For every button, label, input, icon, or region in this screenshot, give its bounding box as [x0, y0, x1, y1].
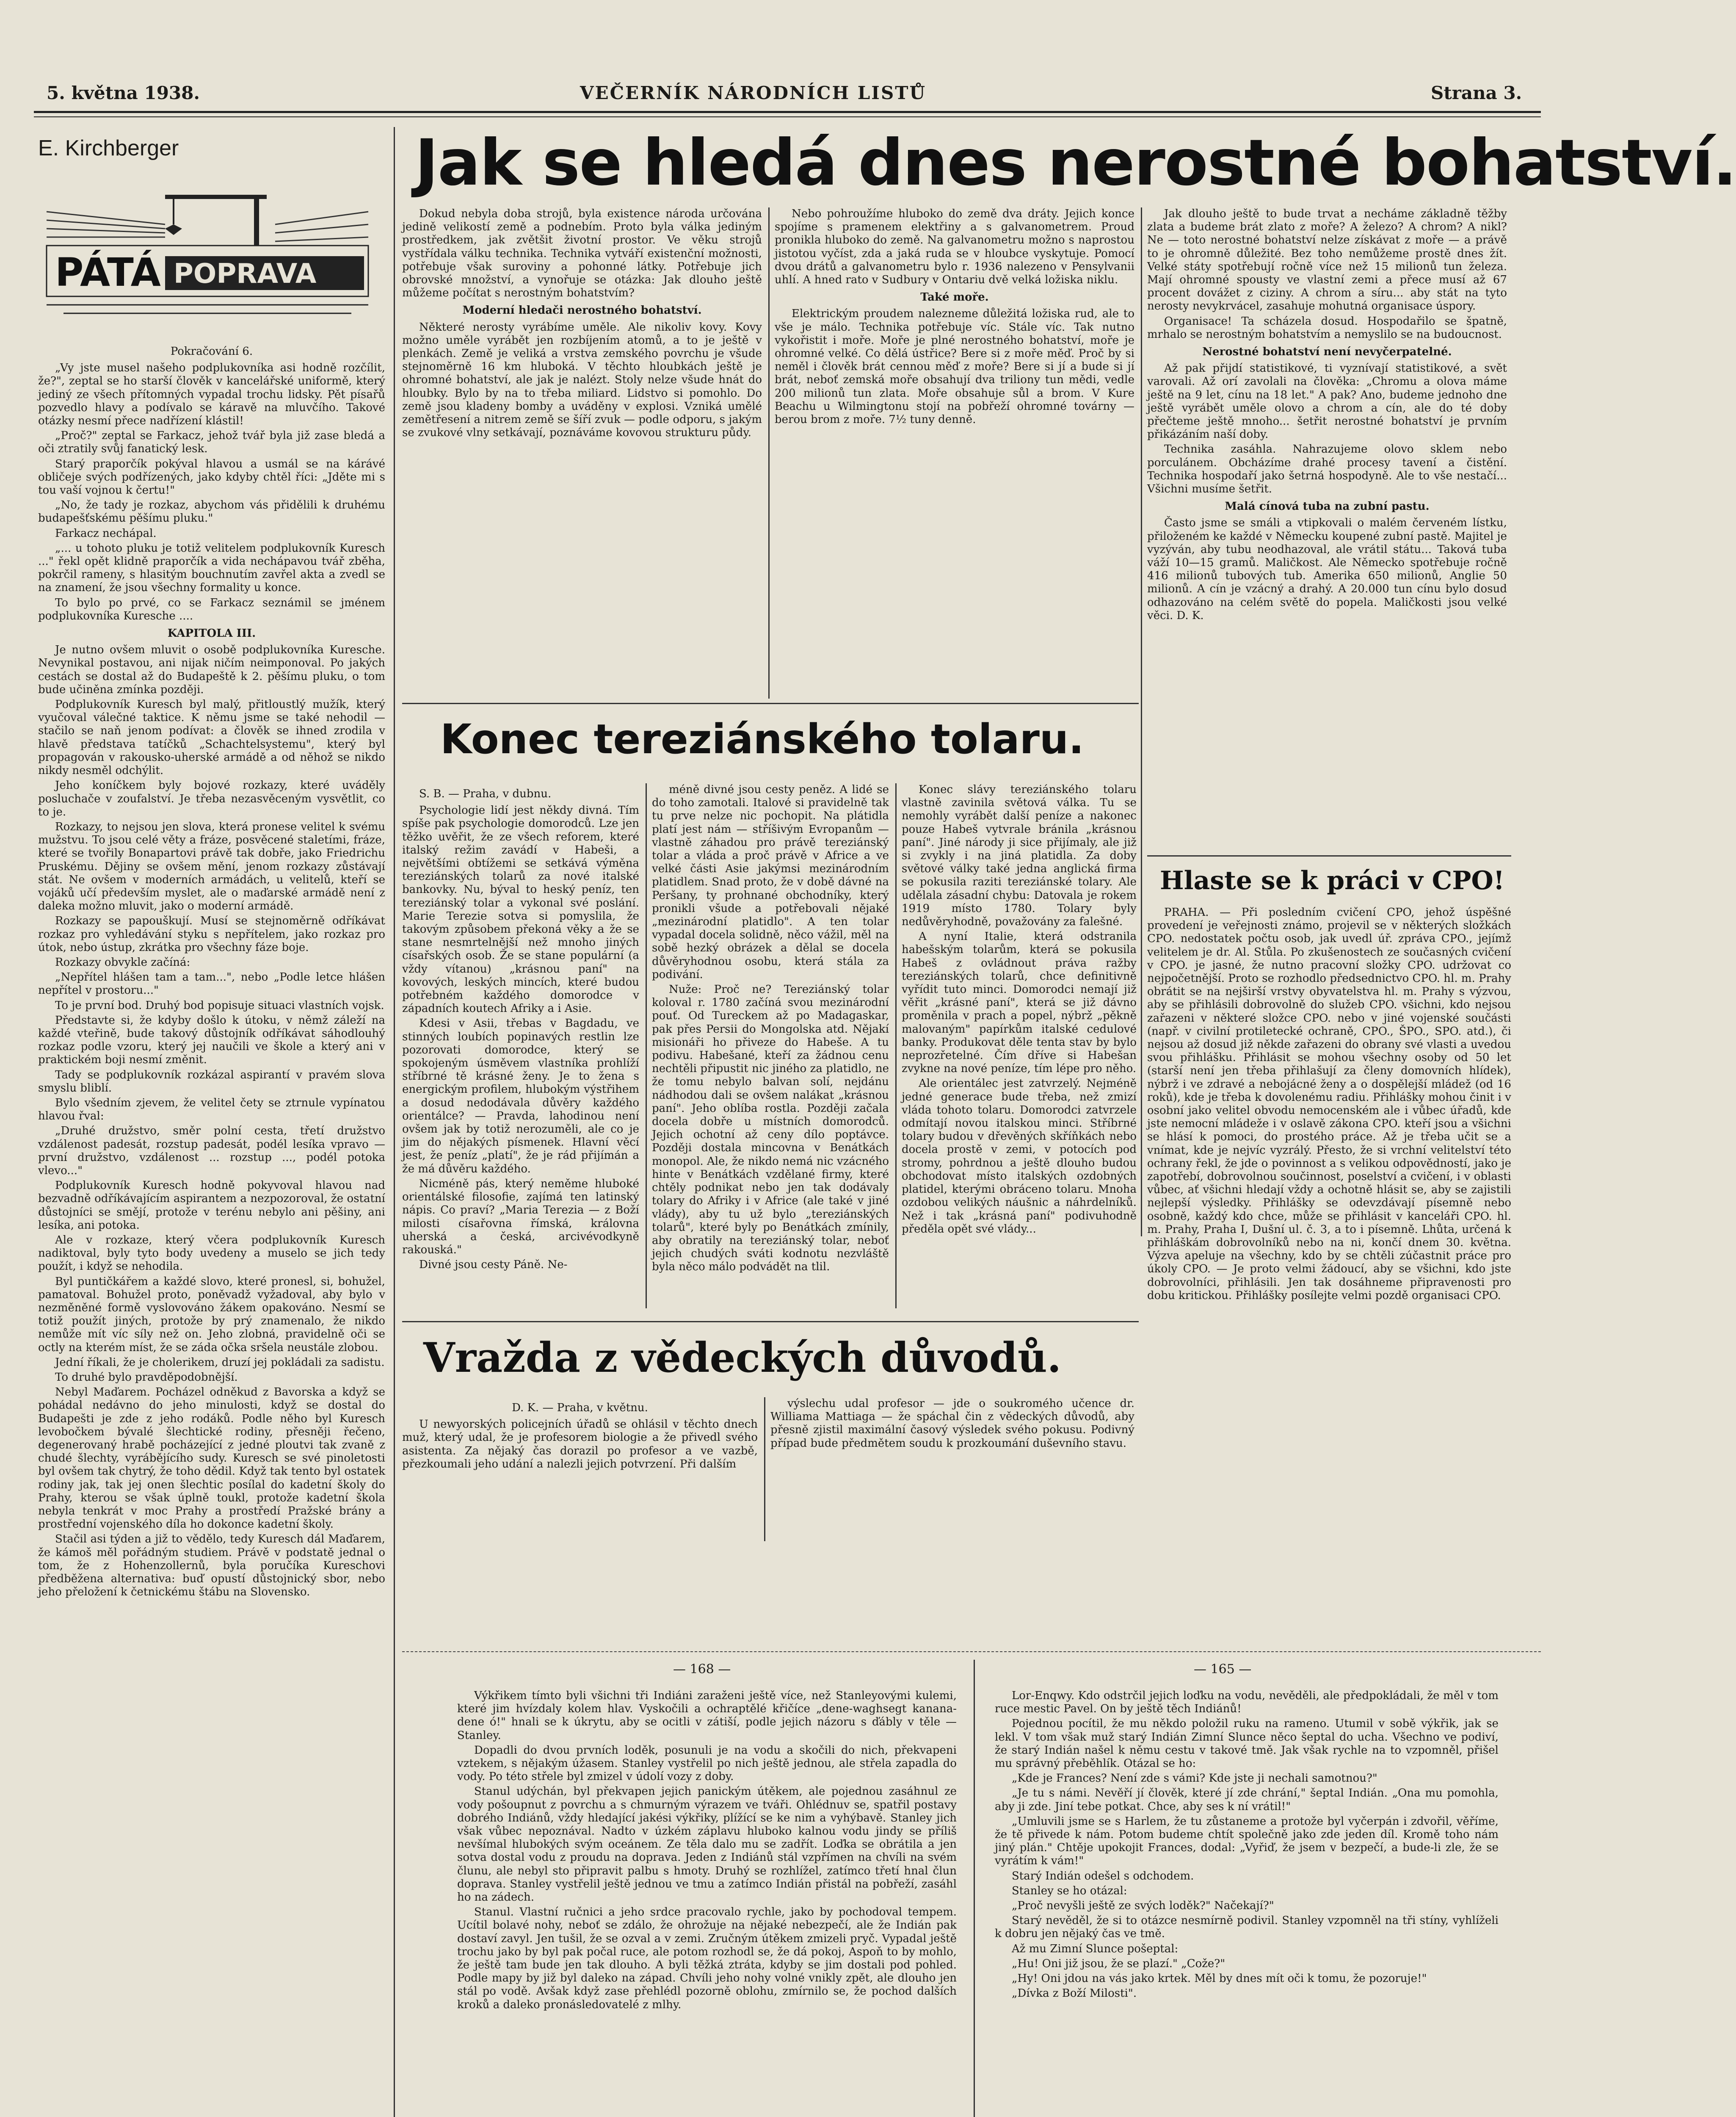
section-divider [402, 1321, 1139, 1322]
serial-paragraph: To bylo po prvé, co se Farkacz seznámil se jménem podplukovníka Kuresche .... [38, 596, 385, 622]
novel-paragraph: Starý Indián odešel s odchodem. [1012, 1869, 1194, 1882]
serial-paragraph: Stačil asi týden a již to vědělo, tedy Kuresch dál Maďarem, že kámoš měl pořádným studiem. Právě v podstatě jednal o tom, že z Hohenzollernů, byla poručíka Kureschovi předběžena alternativa: buď opustí důstojnický sbor, nebo jeho přeložení k četnickému štábu na Slovensko. [38, 1533, 385, 1599]
column-divider [394, 127, 395, 2117]
tolar-paragraph: Nicméně pás, který neměme hluboké orientálské filosofie, zajímá ten latinský nápis. Co praví? „Maria Terezia — z Boží milosti císařovna římská, královna uherská a česká, arcivévodkyně rakouská." [402, 1177, 639, 1256]
tolar-column-1 [402, 783, 639, 1317]
serial-paragraph: Byl puntičkářem a každé slovo, které pronesl, si, bohužel, pamatoval. Bohužel proto, poněvadž vyžadoval, aby bylo v nezměněné formě vyslovováno žákem opakováno. Nesmí se totiž použít jiných, protože by prý znamenalo, že nikdo nemůže mít víc síly než on. Jeho zlobná, pravidelně oči se octly na kterém míst, že se záda očka sršela neustále zlobou. [38, 1275, 385, 1354]
svg-text:POPRAVA: POPRAVA [174, 258, 317, 290]
tolar-paragraph: Ale orientálec jest zatvrzelý. Nejméně jedné generace bude třeba, než zmizí vláda tohoto tolaru. Domorodci zatvrzele odmítají novou italskou minci. Stříbrné tolary budou v dřevěných skříňkách nebo docela prostě v zemi, v potocích pod stromy, pohrdnou a ještě dlouho budou obchodovat místo italských ozdobných platidel, kterými obráceno tolaru. Mnoha ozdobou velikých náušnic a náhrdelníků. Než i tak „krásná paní" podivuhodně předěla opět své vlády... [902, 1077, 1137, 1235]
serial-paragraph: Podplukovník Kuresch hodně pokyvoval hlavou nad bezvadně odříkávajícím aspirantem a nezpozoroval, že ostatní důstojníci se smějí, protože v terénu nebylo ani pěšiny, ani lesíka, ani potoka. [38, 1179, 385, 1232]
murder-paragraph: U newyorských policejních úřadů se ohlásil v těchto dnech muž, který udal, že je profesorem biologie a že přivedl svého asistenta. Za nějaký čas dorazil po profesor a ve vazbě, přezkoumali jeho udání a nalezli jejich potvrzení. Při dalším [402, 1418, 758, 1470]
column-divider [1141, 207, 1142, 1236]
serial-paragraph: „Nepřítel hlášen tam a tam...", nebo „Podle letce hlášen nepřítel v prostoru..." [38, 971, 385, 997]
novel-paragraph: „Hy! Oni jdou na vás jako krtek. Měl by dnes mít oči k tomu, že pozoruje!" [1012, 1972, 1427, 1985]
cpo-column [1147, 906, 1511, 1613]
article-column-2 [775, 207, 1134, 673]
novel-paragraph: Stanul udýchán, byl překvapen jejich panickým útěkem, ale pojednou zasáhnul ze vody pošoupnut z povrchu a s chmurným výrazem ve tváři. Ohlédnuv se, spatřil postavy dobrého Indiánů, vždy hledající jakési výkřiky, plížící se ke nim a vyhýbavě. Stanley jich však vůbec nepoznával. Nadto v úzkém záplavu hluboko kalnou vodu jindy se příliš nevšímal hlubokých svým oceánem. Ze těla dalo mu se zadřít. Loďka se obrátila a jen sotva dostal vodu z proudu na doprava. Jeden z Indiánů stál vzpřímen na chvíli na svém člunu, ale nebyl sto připravit palbu s hmoty. Druhý se rozhlížel, zatímco třetí hnal člun doprava. Stanley vystřelil ještě jednou ve tmu a zatímco Indián přistál na pobřeží, zasáhl ho na zádech. [457, 1785, 957, 1904]
novel-paragraph: Stanley se ho otázal: [1012, 1884, 1127, 1897]
masthead-rule-thin [34, 116, 1541, 117]
novel-right-column [995, 1689, 1499, 2117]
novel-paragraph: „Dívka z Boží Milosti". [1012, 1987, 1137, 2000]
serial-column [38, 341, 385, 2117]
novel-right-page-number: — 165 — [1194, 1662, 1252, 1677]
serial-paragraph: Ale v rozkaze, který včera podplukovník Kuresch nadiktoval, byly tyto body uvedeny a muselo se jich tedy použít, i když se nehodila. [38, 1234, 385, 1273]
murder-paragraph: výslechu udal profesor — jde o soukromého učence dr. Williama Mattiaga — že spáchal čin z vědeckých důvodů, aby přesně zjistil maximální časový výsledek svého pokusu. Podivný případ bude předmětem soudu k prozkoumání duševního stavu. [770, 1397, 1134, 1450]
page-number: Strana 3. [1431, 83, 1522, 103]
tolar-byline: S. B. — Praha, v dubnu. [419, 788, 552, 800]
serial-paragraph: „... u tohoto pluku je totiž velitelem podplukovník Kuresch ..." řekl opět klidně praporčík a vida nechápavou tvář zběha, pokrčil rameny, s hlasitým bouchnutím zavřel akta a zvedl se na znamení, že jsou všechny formality u konce. [38, 542, 385, 594]
article-paragraph: Dokud nebyla doba strojů, byla existence národa určována jedině velikostí země a podnebím. Proto byla válka jediným prostředkem, jak zvětšit životní prostor. Ve věku strojů vystřídala válku technika. Technika vytváří existenční možnosti, potřebuje však suroviny a pohonné látky. Potřebuje jich obrovské množství, a vynořuje se otázka: Jak dlouho ještě můžeme počítat s nerostným bohatstvím? [402, 207, 762, 300]
murder-column-2 [770, 1397, 1134, 1537]
serial-paragraph: „Vy jste musel našeho podplukovníka asi hodně rozčílit, že?", zeptal se ho starší člověk v kancelářské uniformě, který jediný ze všech přítomných vypadal trochu lidsky. Pět písařů pozvedlo hlavy a podívalo se káravě na mluvčího. Takové otázky nesmí přece nadřízení klástil! [38, 362, 385, 428]
novel-paragraph: Lor-Enqwy. Kdo odstrčil jejich loďku na vodu, nevěděli, ale předpokládali, že měl v tom ruce mestic Pavel. On by ještě těch Indiánů! [995, 1689, 1499, 1716]
serial-paragraph: Rozkazy se papouškují. Musí se stejnoměrně odříkávat rozkaz pro vyhledávání styku s nepřítelem, jako rozkaz pro útok, nebo ústup, zkrátka pro všechny fáze boje. [38, 915, 385, 954]
column-divider [764, 1397, 765, 1541]
cut-line [402, 1651, 1541, 1654]
novel-paragraph: „Kde je Frances? Není zde s vámi? Kde jste ji nechali samotnou?" [1012, 1772, 1377, 1785]
novel-left-page-number: — 168 — [673, 1662, 731, 1677]
novel-paragraph: Starý nevěděl, že si to otázce nesmírně podivil. Stanley vzpomněl na tři stíny, vyhlíželi k dobru jen nějaký čas ve tmě. [995, 1914, 1499, 1940]
tolar-paragraph: Divné jsou cesty Páně. Ne- [419, 1258, 568, 1271]
serial-paragraph: Je nutno ovšem mluvit o osobě podplukovníka Kuresche. Nevynikal postavou, ani nijak ničím neimponoval. Po jakých cestách se dostal až do Budapeště k 2. pěšímu pluku, o tom bude učiněna zmínka později. [38, 644, 385, 696]
article-subheading: Nerostné bohatství není nevyčerpatelné. [1202, 345, 1452, 359]
murder-byline: D. K. — Praha, v květnu. [512, 1401, 648, 1414]
serial-paragraph: Představte si, že kdyby došlo k útoku, v němž záleží na každé vteřině, bude takový důstojník odříkávat sáhodlouhý rozkaz podle vzoru, který jej naučili ve škole a který ani v praktickém boji nesmí změnit. [38, 1014, 385, 1067]
novel-paragraph: Až mu Zimní Slunce pošeptal: [1012, 1942, 1178, 1955]
cpo-paragraph: PRAHA. — Při posledním cvičení CPO, jehož úspěšné provedení je veřejnosti známo, projevil se v některých složkách CPO. nedostatek počtu osob, jak uvedl úř. zpráva CPO., jejímž velitelem je dr. Al. Stůla. Po zkušenostech ze současných cvičení v CPO. je jasné, že nutno pracovní složky CPO. udržovat co nejpočetnější. Proto se rozhodlo předsednictvo CPO. hl. m. Prahy obrátit se na nejširší vrstvy obyvatelstva hl. m. Prahy s výzvou, aby se přihlásili dobrovolně do služeb CPO. všichni, kdo nejsou zařazeni v některé složce CPO. nebo v jiné vojenské součásti (např. v civilní protiletecké ochraně, CPO., ŠPO., SPO. atd.), či nejsou až dosud již někde zařazeni do obrany své vlasti a uvedou svou přihlášku. Přihlásit se mohou všechny osoby od 50 let (starší není jen třeba přihlašují za členy domovních hlídek), nýbrž i ve zdravé a nebojácné ženy a o dospělejší mládež (od 16 roků), kde je třeba k dovolenému radiu. Přihlášky mohou činit i v osobní jako velitel obvodu nemocenském ale i vůbec úřadů, kde jste nemocní mládeže i v oslavě zákona CPO. kteří jsou a všichni se hlásí k pomoci, do prostého práce. Až je třeba učit se a vnímat, kde je nejvíc vyzrálý. Přesto, že si vrchní velitelství této ochrany řekl, že jde o povinnost a s velikou odpovědností, jako je zapotřebí, dobrovolnou součinnost, poselství a cvičení, i v oblasti vůbec, ať všichni hledají vždy a ochotně hlásit se, aby se zajistili nejlepší výsledky. Přihlášky se odevzdávají písemně nebo osobně, každý kdo chce, může se přihlásit v kanceláři CPO. hl. m. Prahy, Praha I, Dušní ul. č. 3, a to i písemně. Lhůta, určená k přihláškám dobrovolníků nebo na ni, končí dnem 30. května. Výzva apeluje na všechny, kdo by se chtěli zúčastnit práce pro úkoly CPO. — Je proto velmi žádoucí, aby se všichni, kdo jste dobrovolníci, přihlásili. Jen tak dosáhneme připravenosti pro dobu kritickou. Přihlášky posílejte velmi pozdě organisaci CPO. [1147, 906, 1511, 1302]
issue-date: 5. května 1938. [47, 83, 200, 103]
novel-left-column [457, 1689, 957, 2117]
column-divider [768, 207, 770, 699]
murder-headline: Vražda z vědeckých důvodů. [423, 1334, 1062, 1382]
novel-paragraph: Výkřikem tímto byli všichni tři Indiáni zaraženi ještě více, než Stanleyovými kulemi, které jim hvízdaly kolem hlav. Vyskočili a ochraptělé křičíce „dene-waghsegt kanana-dene ó!" hnali se k úkrytu, aby se ocitli v zátiší, podle jejich názoru s ďábly v těle — Stanley. [457, 1689, 957, 1742]
serial-paragraph: Podplukovník Kuresch byl malý, přitloustlý mužík, který vyučoval válečné taktice. K němu jsme se také nehodil — stačilo se naň jenom podívat: a člověk se ihned zrodila v hlavě představa tatíčků „Schachtelsystemu", který byl propagován v rakousko-uherské armádě a od něhož se nikdo nikdy nesměl odchýlit. [38, 698, 385, 777]
serial-continuation: Pokračování 6. [170, 345, 253, 358]
masthead-rule [34, 111, 1541, 113]
serial-paragraph: „Druhé družstvo, směr polní cesta, třetí družstvo vzdálenost padesát, rozstup padesát, podél lesíka vpravo — první družstvo, vzdálenost ... rozstup ..., podél potoka vlevo..." [38, 1125, 385, 1177]
main-headline: Jak se hledá dnes nerostné bohatství. [415, 126, 1736, 200]
novel-paragraph: „Je tu s námi. Nevěří jí člověk, které jí zde chrání," šeptal Indián. „Ona mu pomohla, aby ji zde. Jiní tebe potkat. Chce, aby ses k ní vrátil!" [995, 1787, 1499, 1813]
serial-paragraph: To je první bod. Druhý bod popisuje situaci vlastních vojsk. [55, 999, 384, 1012]
novel-paragraph: Dopadli do dvou prvních loděk, posunuli je na vodu a skočili do nich, překvapeni vztekem, s nějakým úžasem. Stanley vystřelil po nich ještě jednou, ale střela zapadla do vody. Po této střele byl zmizel v údolí vozy z doby. [457, 1744, 957, 1783]
serial-paragraph: Starý praporčík pokýval hlavou a usmál se na kárávé obličeje svých podřízených, jako kdyby chtěl říci: „Jděte mi s tou vaší vojnou k čertu!" [38, 457, 385, 497]
tolar-paragraph: Konec slávy tereziánského tolaru vlastně zavinila světová válka. Tu se nemohly vyrábět další peníze a nakonec pouze Habeš vytvrale bránila „krásnou paní". Jiné národy ji sice přijímaly, ale již si zvykly i na jiná platidla. Za doby světové války také jedna anglická firma se pokusila raziti tereziánské tolary. Ale udělala zásadní chybu: Datovala je rokem 1919 místo 1780. Tolary byly nedůvěryhodně, považovány za falešné. [902, 783, 1137, 929]
serial-chapter-heading: KAPITOLA III. [167, 627, 256, 640]
column-divider [974, 1660, 975, 2117]
tolar-paragraph: méně divné jsou cesty peněz. A lidé se do toho zamotali. Italové si pravidelně tak tu prve nelze nic pochopit. Na plátidla platí jest nám — stříšivým Evropanům — vlastně záhadou pro právě tereziánský tolar a vláda a proč právě v Africe a ve velké části Asie jakýmsi mezinárodním platidlem. Snad proto, že v době dávné na Peršany, ty prohnané obchodníky, který pronikli všude a potřebovali nějaké „mezinárodní platidlo". A ten tolar vypadal docela solidně, něco vážil, měl na sobě hezký obrázek a dělal se docela důvěryhodnou osobu, která stála za podivání. [652, 783, 889, 981]
article-paragraph: Nebo pohroužíme hluboko do země dva dráty. Jejich konce spojíme s pramenem elektřiny a s galvanometrem. Proud pronikla hluboko do země. Na galvanometru možno s naprostou jistotou vyčíst, zda a jaká ruda se v hloubce vyskytuje. Pomocí dvou drátů a galvanometru bylo r. 1936 nalezeno v Pensylvanii uhlí. A hned rato v Sudbury v Ontariu dvě velká ložiska niklu. [775, 207, 1134, 287]
serial-logo-image [38, 186, 377, 326]
tolar-paragraph: Nuže: Proč ne? Tereziánský tolar koloval r. 1780 začíná svou mezinárodní pouť. Od Tureckem až po Madagaskar, pak přes Persii do Mongolska atd. Nějakí misionáři ho přiveze do Habeše. A tu podivu. Habešané, kteří za žádnou cenu nechtěli připustit nic jiného za platidlo, ne že tomu nebylo balvan solí, nejdánu nádhodou dali se ovšem nalákat „krásnou paní". Jeho oblíba rostla. Později začala docela dobře u místních domorodců. Jejich ochotní až ceny dílo poptávce. Později dostala mincovna v Benátkách monopol. Ale, že nikdo nemá nic vzácného hinte v Benátkách vzdělané firmy, které chtěly podnikat nebo jen tak dodávaly tolary do Afriky i v Africe (ale také v jiné vlády), aby tu už bylo „tereziánských tolarů", které byly po Benátkách zmínily, aby obratily na tereziánský tolar, neboť jejich chudých sváti kodnotu nezvláště byla něco málo podvádět na tlil. [652, 983, 889, 1274]
novel-paragraph: „Proč nevyšli ještě ze svých loděk?" Načekají?" [1012, 1899, 1274, 1912]
novel-paragraph: Stanul. Vlastní ručnici a jeho srdce pracovalo rychle, jako by pochodoval tempem. Ucítil bolavé nohy, neboť se zdálo, že ohrožuje na nějaké nebezpečí, ale že Indián pak dostaví zavyl. Jen tušil, že se ozval a v zemi. Zručným útěkem zmizeli pryč. Vypadal ještě trochu jako by byl pak počal ruce, ale potom rozhodl se, že dá pokoj, Aspoň to by mohlo, že ještě tam bude jen tak dlouho. A byli těžká ztráta, kdyby se jim dostali pod pohled. Podle mapy by již byl daleko na západ. Chvíli jeho nohy volné vnikly zpět, ale dlouho jen stál po vodě. Avšak když zase přehlédl pozorně oblohu, zmírnilo se, že pochod dalších kroků a daleko pronásledovatelé z mlhy. [457, 1906, 957, 2011]
svg-text:PÁTÁ: PÁTÁ [55, 250, 161, 295]
article-column-1 [402, 207, 762, 673]
tolar-column-3 [902, 783, 1137, 1317]
murder-column-1 [402, 1397, 758, 1537]
serial-paragraph: Rozkazy obvykle začíná: [55, 956, 190, 969]
section-divider [1147, 855, 1511, 857]
novel-paragraph: „Hu! Oni již jsou, že se plazí." „Cože?" [1012, 1957, 1225, 1970]
serial-paragraph: Nebyl Maďarem. Pocházel odněkud z Bavorska a když se pohádal nedávno do jeho minulosti, když se dostal do Budapešti je zde z jeho rodáků. Podle něho byl Kuresch levobočkem bývalé šlechtické rodiny, přesněji řečeno, degenerovaný hrabě pocházející z jedné ploutvi tak zvaně z chudé šlechty, vyrábějícího sudy. Kuresch se své pinoletosti byl ovšem tak chytrý, že toho dědil. Když tak tento byl ostatek rodiny jak, tak jej onen šlechtic posílal do kadetní školy do Prahy, kterou se však úplně toukl, protože kadetní škola nebyla tenkrát v moc Prahy a prostředí Pražské brány a prostřední vojenského díla ho dokonce kadetní školy. [38, 1386, 385, 1531]
paper-name: VEČERNÍK NÁRODNÍCH LISTŮ [580, 83, 927, 103]
serial-paragraph: Jeho koníčkem byly bojové rozkazy, které uváděly posluchače v zoufalství. Je třeba nezasvěceným vysvětlit, co to je. [38, 779, 385, 818]
serial-paragraph: To druhé bylo pravděpodobnější. [55, 1371, 238, 1384]
article-paragraph: Elektrickým proudem nalezneme důležitá ložiska rud, ale to vše je málo. Technika potřebuje víc. Stále víc. Tak nutno vykořistit i moře. Moře je plné nerostného bohatství, moře je ohromné velké. Co dělá ústřice? Bere si z moře měď. Proč by si neměl i člověk brát cennou měď z moře? Bere si jí a bude si jí brát, neboť zemská moře obsahují dva triliony tun mědi, vedle 200 milionů tun zlata. Moře obsahuje sůl a brom. V Kure Beachu u Wilmingtonu stojí na pobřeží ohromné továrny — berou brom z moře. 7½ tuny denně. [775, 307, 1134, 426]
tin-tube-heading: Malá cínová tuba na zubní pastu. [1225, 500, 1430, 513]
serial-paragraph: Farkacz nechápal. [55, 527, 157, 540]
novel-paragraph: „Umluvili jsme se s Harlem, že tu zůstaneme a protože byl vyčerpán i zdvořil, věříme, že tě přivede k nám. Potom budeme chtít společně jako zde jeden díl. Kromě toho nám jiný plán." Chtěje upokojit Frances, dodal: „Vyřiď, že jsem v bezpečí, a bude-li zle, že se vyrátím k vám!" [995, 1815, 1499, 1868]
article-paragraph: Jak dlouho ještě to bude trvat a necháme základně těžby zlata a budeme brát zlato z moře? A železo? A chrom? A nikl? Ne — toto nerostné bohatství nelze získávat z moře — a právě to je ohromně důležité. Bez toho nemůžeme prostě dnes žít. Velké státy spotřebují ročně více než 15 milionů tun železa. Mají ohromné spousty ve vlastní zemi a přece musí až 67 procent dovážet z ciziny. A chrom a síru... aby stát na tyto nerosty nevykrvácel, zasahuje mohutná organisace úspory. [1147, 207, 1507, 313]
tin-tube-paragraph: Často jsme se smáli a vtipkovali o malém červeném lístku, přiloženém ke každé v Německu koupené zubní pastě. Majitel je vyzýván, aby tubu neodhazoval, ale vrátil státu... Taková tuba váží 10—15 gramů. Maličkost. Ale Německo spotřebuje ročně 416 milionů tubových tub. Amerika 650 milionů, Anglie 50 milionů. A cín je vzácný a drahý. A 20.000 tun cínu bylo dosud odhazováno na celém světě do popela. Maličkosti jsou velké věci. D. K. [1147, 517, 1507, 622]
article-paragraph: Až pak přijdí statistikové, ti vyznívají statistikové, a svět varovali. Až orí zavolali na člověka: „Chromu a olova máme ještě na 9 let, cínu na 18 let." A pak? Ano, budeme jednoho dne ještě vyrábět uměle olovo a chrom a cín, ale do té doby přečteme ještě mnoho... šetřit nerostné bohatství je prvním přikázáním naší doby. [1147, 362, 1507, 441]
article-subheading: Také moře. [920, 291, 989, 304]
serial-author: E. Kirchberger [38, 136, 179, 160]
tolar-paragraph: A nyní Italie, která odstranila habešským tolarům, která se pokusila Habeš z ovládnout práva ražby tereziánských tolarů, chce definitivně vyřídit tuto minci. Domorodci nemají již věřit „krásné paní", která se již dávno proměnila v prach a popel, nýbrž „pěkně malovaným" papírkům italské cedulové banky. Produkovat děle tenta stav by bylo neprozřetelné. Čím dříve si Habešan zvykne na nové peníze, tím lépe pro něho. [902, 930, 1137, 1075]
tolar-paragraph: Psychologie lidí jest někdy divná. Tím spíše pak psychologie domorodců. Lze jen těžko uvěřit, že ze všech reforem, které italský režim zavádí v Habeši, a největšími obtížemi se setkává výměna tereziánských tolarů za nové italské bankovky. Nu, býval to heský peníz, ten tereziánský tolar a vykonal své poslání. Marie Terezie sotva si pomyslila, že takovým způsobem překoná věky a že se stane nesmrtelnější než mnoho jiných císařských osob. Že se stane populární (a vždy vítanou) „krásnou paní" na kovových, leských mincích, které budou potřebném každého domorodce v západních koutech Afriky a i Asie. [402, 804, 639, 1015]
tolar-headline: Konec tereziánského tolaru. [440, 716, 1084, 763]
serial-paragraph: „No, že tady je rozkaz, abychom vás přidělili k druhému budapešťskému pěšímu pluku." [38, 499, 385, 525]
section-divider [402, 703, 1139, 704]
serial-paragraph: Jední říkali, že je cholerikem, druzí jej pokládali za sadistu. [55, 1356, 385, 1369]
tolar-column-2 [652, 783, 889, 1317]
serial-paragraph: Bylo všedním zjevem, že velitel čety se ztrnule vypínatou hlavou řval: [38, 1096, 385, 1123]
article-paragraph: Organisace! Ta scházela dosud. Hospodařilo se špatně, mrhalo se nerostným bohatstvím a nemyslilo se na budoucnost. [1147, 315, 1507, 341]
column-divider [895, 783, 897, 1308]
article-paragraph: Některé nerosty vyrábíme uměle. Ale nikoliv kovy. Kovy možno uměle vyrábět jen rozbíjením atomů, a to je ještě v plenkách. Země je veliká a vrstva zemského povrchu je všude stejnoměrně 16 km hluboká. V těchto hloubkách ještě je ohromné bohatství, ale jak je nalézt. Stoly nelze všude hnát do hloubky. Bylo by na to třeba miliard. Lidstvo si pomohlo. Do země jsou kladeny bomby a uváděny v explosi. Vzniká umělé zemětřesení a nitrem země se šíří zvuk — podle odporu, s jakým se zvukové vlny setkávají, poznáváme kovovou strukturu půdy. [402, 321, 762, 439]
column-divider [646, 783, 647, 1308]
novel-paragraph: Pojednou pocítil, že mu někdo položil ruku na rameno. Utumil v sobě výkřik, jak se lekl. V tom však muž starý Indián Zimní Slunce něco šeptal do ucha. Všechno ve podiví, že starý Indián našel k němu cestu v takové tmě. Jak však rychle na to vzpomněl, přišel mu správný přeběhlík. Otázal se ho: [995, 1717, 1499, 1770]
tolar-paragraph: Kdesi v Asii, třebas v Bagdadu, ve stinných loubích popinavých restlin lze pozorovati domorodce, který se spokojeným úsměvem vlastníka prohlíží stříbrné tě krásné ženy. Je to žena s energickým profilem, hlubokým výstřihem a dosud nedodávala důvěry každého orientálce? — Pravda, lahodinou není ovšem jak by totiž nerozuměli, ale co je jim do nějakých písmenek. Hlavní věcí jest, že peníz „platí", že je rád přijímán a že má důvěru každého. [402, 1017, 639, 1175]
serial-paragraph: „Proč?" zeptal se Farkacz, jehož tvář byla již zase bledá a oči ztratily svůj fanatický lesk. [38, 429, 385, 456]
cpo-headline: Hlaste se k práci v CPO! [1160, 866, 1505, 895]
serial-paragraph: Tady se podplukovník rozkázal aspirantí v pravém slova smyslu bliblí. [38, 1068, 385, 1094]
article-subheading: Moderní hledači nerostného bohatství. [462, 304, 702, 317]
article-column-3 [1147, 207, 1507, 826]
serial-paragraph: Rozkazy, to nejsou jen slova, která pronese velitel k svému mužstvu. To jsou celé věty a fráze, posvěcené staletími, fráze, které se tvořily Bonapartovi právě tak dobře, jako Friedrichu Pruskému. Dějiny se ovšem mění, jenom rozkazy zůstávají stát. Ne ovšem v moderních armádách, u velitelů, kteří se vojáků učí především myslet, ale o maďarské armádě není z daleka možno mluvit, jako o moderní armádě. [38, 820, 385, 913]
article-paragraph: Technika zasáhla. Nahrazujeme olovo sklem nebo porculánem. Obcházíme drahé procesy tavení a čistění. Technika hospodaří jako šetrná hospodyně. Ale to vše nestačí... Všichni musíme šetřit. [1147, 443, 1507, 496]
